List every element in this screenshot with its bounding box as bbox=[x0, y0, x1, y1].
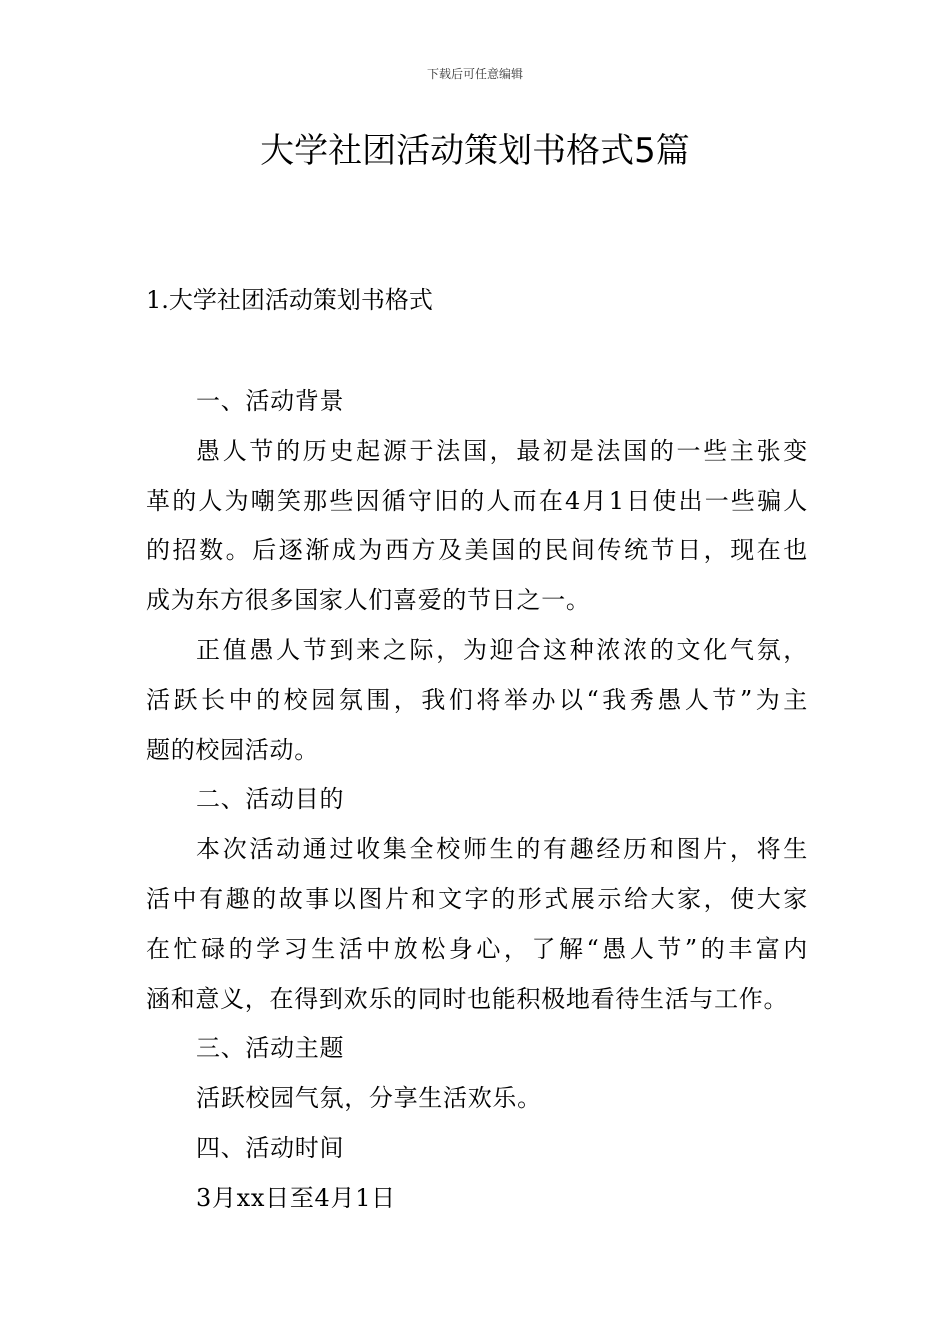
paragraph-line: 的招数。后逐渐成为西方及美国的民间传统节日，现在也 bbox=[146, 536, 808, 565]
heading-background: 一、活动背景 bbox=[196, 387, 345, 415]
paragraph-line: 在忙碌的学习生活中放松身心，了解“愚人节”的丰富内 bbox=[146, 934, 808, 963]
paragraph-line: 活跃长中的校园氛围，我们将举办以“我秀愚人节”为主 bbox=[146, 685, 808, 714]
paragraph-line: 愚人节的历史起源于法国，最初是法国的一些主张变 bbox=[196, 436, 808, 465]
paragraph-line: 本次活动通过收集全校师生的有趣经历和图片，将生 bbox=[196, 835, 808, 864]
section-title: 1.大学社团活动策划书格式 bbox=[146, 286, 433, 314]
heading-theme: 三、活动主题 bbox=[196, 1034, 345, 1063]
paragraph-line: 活中有趣的故事以图片和文字的形式展示给大家，使大家 bbox=[146, 884, 808, 913]
paragraph-line: 涵和意义，在得到欢乐的同时也能积极地看待生活与工作。 bbox=[146, 984, 789, 1013]
document-title: 大学社团活动策划书格式5篇 bbox=[260, 131, 690, 171]
paragraph-line: 3月xx日至4月1日 bbox=[196, 1183, 396, 1212]
paragraph-line: 活跃校园气氛，分享生活欢乐。 bbox=[196, 1084, 542, 1113]
paragraph-line: 成为东方很多国家人们喜爱的节日之一。 bbox=[146, 586, 591, 615]
paragraph-line: 正值愚人节到来之际，为迎合这种浓浓的文化气氛， bbox=[196, 635, 808, 664]
document-body bbox=[146, 377, 808, 1224]
heading-time: 四、活动时间 bbox=[196, 1133, 345, 1162]
paragraph-line: 革的人为嘲笑那些因循守旧的人而在4月1日使出一些骗人 bbox=[146, 486, 808, 515]
heading-purpose: 二、活动目的 bbox=[196, 785, 345, 814]
paragraph-line: 题的校园活动。 bbox=[146, 735, 319, 764]
page-header-note: 下载后可任意编辑 bbox=[426, 67, 523, 81]
